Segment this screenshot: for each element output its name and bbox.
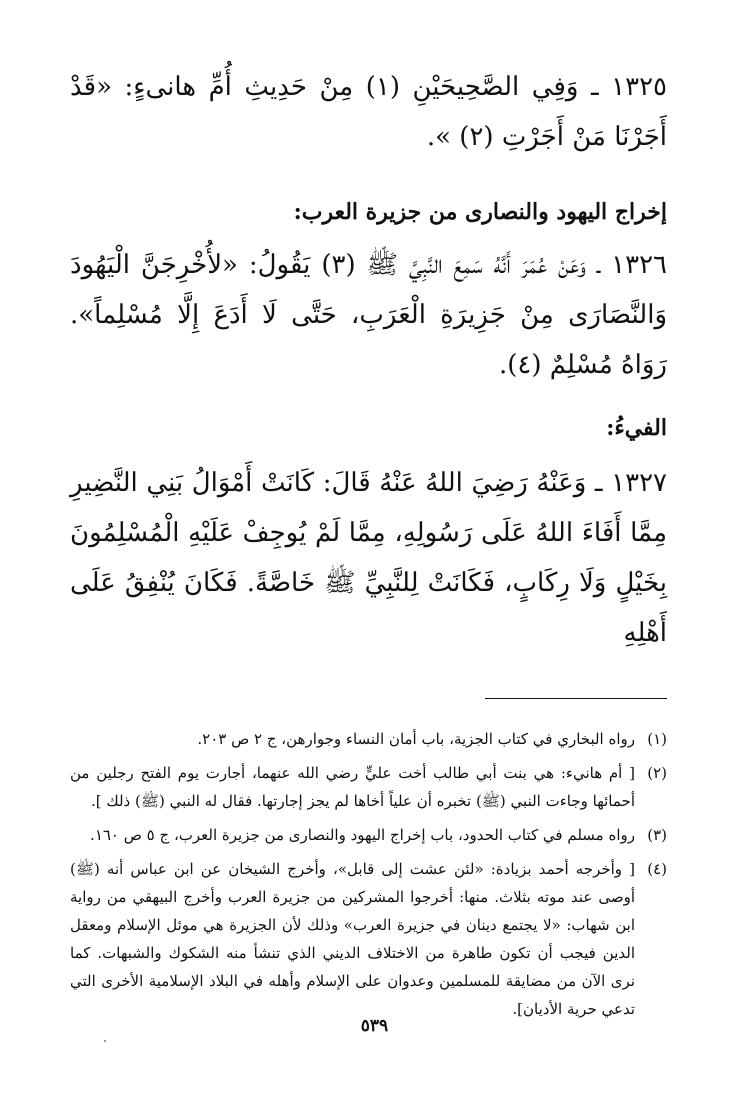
main-text: [70, 62, 667, 658]
hadith-1326: ١٣٢٦ ـ وَعَنْ عُمَرَ أَنَّهُ سَمِعَ النَّبِيَّ ﷺ (٣) يَقُولُ: «لأُخْرِجَنَّ الْيَهُودَ وَالنَّصَارَى مِنْ جَزِيرَةِ الْعَرَبِ، حَتَّى لَا أَدَعَ إِلَّا مُسْلِماً». رَوَاهُ مُسْلِمٌ (٤).: [70, 250, 667, 380]
footnote-text: [ أم هانيء: هي بنت أبي طالب أخت عليٍّ رضي الله عنهما، أجارت يوم الفتح رجلين من أحمائها وجاءت النبي (ﷺ) تخبره أن علياً أخاها لم يجز إجارتها. فقال له النبي (ﷺ) ذلك ].: [70, 764, 635, 810]
footnote-separator: [485, 698, 667, 699]
page-number: ٥٣٩: [360, 1016, 389, 1036]
footnote-text: رواه مسلم في كتاب الحدود، باب إخراج اليهود والنصارى من جزيرة العرب، ج ٥ ص ١٦٠.: [90, 826, 635, 844]
footnote: [70, 759, 667, 815]
footnote: [70, 821, 667, 849]
footnote-number: (١): [647, 730, 667, 748]
footnote: [70, 725, 667, 753]
scan-speck: [104, 1040, 106, 1042]
footnote-number: (٢): [647, 764, 667, 782]
section-heading-fay: الفيءُ:: [606, 415, 667, 441]
section-heading-expulsion: إخراج اليهود والنصارى من جزيرة العرب:: [293, 199, 667, 225]
footnote-text: رواه البخاري في كتاب الجزية، باب أمان النساء وجوارهن، ج ٢ ص ٢٠٣.: [197, 730, 635, 748]
footnote-text: [ وأخرجه أحمد بزيادة: «لئن عشت إلى قابل»، وأخرج الشيخان عن ابن عباس أنه (ﷺ) أوصى عند موته بثلاث. منها: أخرجوا المشركين من جزيرة العرب وأخرج البيهقي من رواية ابن شهاب: «لا يجتمع دينان في جزيرة العرب» وذلك لأن الجزيرة هي موئل الإسلام ومعقل الدين فيجب أن تكون طاهرة من الاختلاف الديني الذي تنشأ منه الشكوك والشبهات. كما نرى الآن من مضايقة للمسلمين وعدوان على الإسلام وأهله في البلاد الإسلامية الأخرى التي تدعي حرية الأديان].: [70, 860, 635, 1018]
footnote-number: (٤): [647, 860, 667, 878]
hadith-1327: ١٣٢٧ ـ وَعَنْهُ رَضِيَ اللهُ عَنْهُ قَالَ: كَانَتْ أَمْوَالُ بَنِي النَّضِيرِ مِمَّا أَفَاءَ اللهُ عَلَى رَسُولِهِ، مِمَّا لَمْ يُوجِفْ عَلَيْهِ الْمُسْلِمُونَ بِخَيْلٍ وَلَا رِكَابٍ، فَكَانَتْ لِلنَّبِيِّ ﷺ خَاصَّةً. فَكَانَ يُنْفِقُ عَلَى أَهْلِهِ: [70, 468, 667, 648]
footnotes: [70, 725, 667, 1023]
hadith-1325: ١٣٢٥ ـ وَفِي الصَّحِيحَيْنِ (١) مِنْ حَدِيثِ أُمِّ هانىءٍ: «قَدْ أَجَرْنَا مَنْ أَجَرْتِ (٢) ».: [70, 72, 667, 152]
footnote-number: (٣): [647, 826, 667, 844]
footnote: [70, 855, 667, 1023]
